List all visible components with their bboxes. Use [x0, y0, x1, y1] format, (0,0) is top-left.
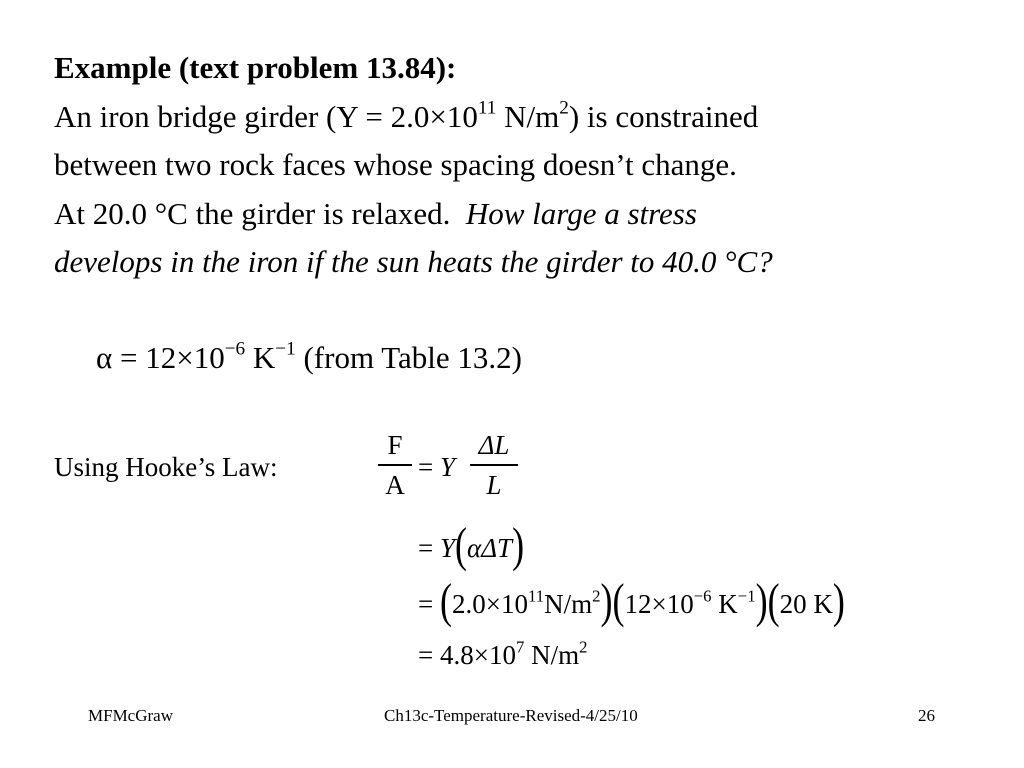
equation-4	[418, 637, 588, 671]
equation-2	[418, 518, 525, 572]
problem-question-part-1: How large a stress	[465, 195, 697, 231]
alpha-unit-exp: −1	[737, 586, 756, 606]
problem-line-3-plain: At 20.0 °C the girder is relaxed.	[54, 195, 451, 231]
example-title: Example (text problem 13.84):	[54, 50, 457, 85]
problem-question-part-2: develops in the iron if the sun heats the girder to 40.0 °C?	[54, 244, 773, 279]
open-paren: (	[612, 574, 625, 628]
problem-line-1-exp2: 2	[559, 97, 569, 119]
youngs-modulus-exp: 11	[527, 586, 545, 606]
problem-line-3	[54, 190, 994, 239]
fraction-bar	[470, 464, 518, 466]
equation-3	[418, 574, 845, 628]
fraction-numerator-delta-l: ΔL	[478, 430, 510, 460]
fraction-denominator-a: A	[385, 469, 405, 500]
equals-sign: =	[418, 589, 434, 619]
stress-result-exp: 7	[515, 637, 525, 657]
footer-page-number: 26	[918, 706, 935, 725]
problem-line-2: between two rock faces whose spacing doesn’t change.	[54, 147, 737, 182]
close-paren: )	[755, 574, 768, 628]
equation-1	[378, 430, 528, 520]
close-paren: )	[600, 574, 613, 628]
problem-line-1	[54, 93, 994, 142]
fraction-denominator-l: L	[486, 469, 502, 500]
given-alpha	[96, 340, 522, 376]
alpha-unit: K	[711, 589, 738, 619]
youngs-modulus-symbol: Y	[440, 452, 456, 482]
close-paren: )	[832, 574, 845, 628]
problem-line-1-a: An iron bridge girder (Y = 2.0×10	[54, 98, 478, 134]
youngs-modulus-value: 2.0×10	[451, 589, 528, 619]
given-alpha-value: α = 12×10	[96, 340, 225, 375]
alpha-exp: −6	[693, 586, 712, 606]
stress-result-unit: N/m	[524, 640, 580, 670]
fraction-deltal-over-l	[470, 430, 518, 501]
youngs-modulus-symbol: Y	[439, 533, 456, 563]
stress-result-value: 4.8×10	[439, 640, 516, 670]
youngs-modulus-unit: N/m	[544, 589, 593, 619]
stress-result-unit-exp: 2	[579, 637, 588, 657]
delta-t-value: 20 K	[779, 589, 833, 619]
given-alpha-unit: K	[245, 340, 276, 375]
equals-sign: =	[418, 640, 434, 670]
problem-line-1-exp: 11	[477, 97, 497, 119]
equals-sign: =	[418, 533, 434, 563]
footer-filename: Ch13c-Temperature-Revised-4/25/10	[384, 706, 638, 725]
alpha-delta-t: αΔT	[467, 533, 513, 563]
given-alpha-exp: −6	[224, 338, 246, 360]
footer-author: MFMcGraw	[88, 706, 173, 725]
problem-text	[54, 44, 994, 287]
open-paren: (	[439, 574, 452, 628]
given-alpha-source: (from Table 13.2)	[295, 340, 522, 375]
equals-sign: =	[418, 452, 434, 482]
open-paren: (	[767, 574, 780, 628]
hooke-law-label: Using Hooke’s Law:	[54, 452, 278, 482]
close-paren: )	[512, 518, 525, 572]
given-alpha-unit-exp: −1	[275, 338, 296, 360]
fraction-bar	[378, 464, 412, 466]
fraction-numerator-f: F	[387, 430, 403, 460]
problem-line-1-c: ) is constrained	[568, 98, 759, 134]
fraction-f-over-a	[378, 430, 412, 501]
youngs-modulus-unit-exp: 2	[592, 586, 601, 606]
problem-line-1-b: N/m	[496, 98, 560, 134]
alpha-value: 12×10	[624, 589, 694, 619]
open-paren: (	[455, 518, 468, 572]
